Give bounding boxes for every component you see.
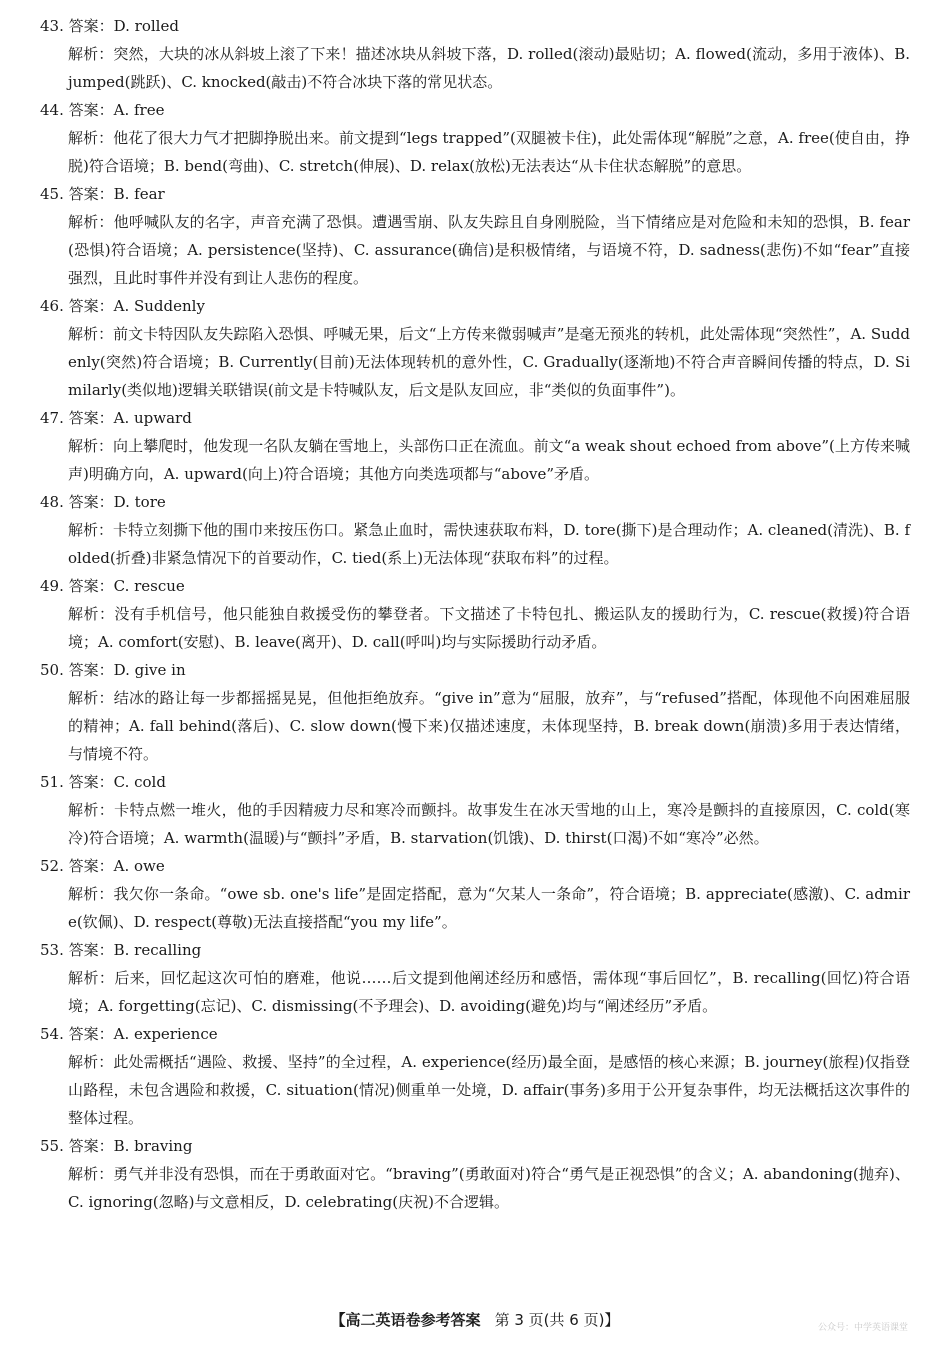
answer-line: 47. 答案：A. upward bbox=[40, 409, 192, 427]
explanation-text: 解析：前文卡特因队友失踪陷入恐惧、呼喊无果，后文“上方传来微弱喊声”是毫无预兆的转机，此处需体现“突然性”，A. Suddenly(突然)符合语境；B. Currently(目前)无法体现转机的意外性，C. Gradually(逐渐地)不符合声音瞬间传播的特点，D. Similarly(类似地)逻辑关联错误(前文是卡特喊队友，后文是队友回应，非“类似的负面事件”)。 bbox=[68, 325, 910, 399]
footer-title: 【高二英语卷参考答案 bbox=[330, 1311, 481, 1329]
footer-page-number: 第 3 页(共 6 页)】 bbox=[494, 1311, 620, 1329]
answer-item-55 bbox=[0, 1132, 950, 1216]
explanation-text: 解析：他呼喊队友的名字，声音充满了恐惧。遭遇雪崩、队友失踪且自身刚脱险，当下情绪应是对危险和未知的恐惧，B. fear(恐惧)符合语境；A. persistence(坚持)、C. assurance(确信)是积极情绪，与语境不符，D. sadness(悲伤)不如“fear”直接强烈，且此时事件并没有到让人悲伤的程度。 bbox=[68, 213, 910, 287]
explanation-text: 解析：卡特立刻撕下他的围巾来按压伤口。紧急止血时，需快速获取布料，D. tore(撕下)是合理动作；A. cleaned(清洗)、B. folded(折叠)非紧急情况下的首要动作，C. tied(系上)无法体现“获取布料”的过程。 bbox=[68, 521, 910, 567]
explanation-text: 解析：没有手机信号，他只能独自救援受伤的攀登者。下文描述了卡特包扎、搬运队友的援助行为，C. rescue(救援)符合语境；A. comfort(安慰)、B. leave(离开)、D. call(呼叫)均与实际援助行动矛盾。 bbox=[68, 605, 910, 651]
answer-item-49 bbox=[0, 572, 950, 656]
answer-item-54 bbox=[0, 1020, 950, 1132]
explanation-text: 解析：后来，回忆起这次可怕的磨难，他说……后文提到他阐述经历和感悟，需体现“事后回忆”，B. recalling(回忆)符合语境；A. forgetting(忘记)、C. dismissing(不予理会)、D. avoiding(避免)均与“阐述经历”矛盾。 bbox=[68, 969, 910, 1015]
answer-line: 51. 答案：C. cold bbox=[40, 773, 166, 791]
answer-line: 55. 答案：B. braving bbox=[40, 1137, 193, 1155]
answer-item-46 bbox=[0, 292, 950, 404]
answer-line: 44. 答案：A. free bbox=[40, 101, 165, 119]
answer-line: 48. 答案：D. tore bbox=[40, 493, 166, 511]
explanation-text: 解析：突然，大块的冰从斜坡上滚了下来！描述冰块从斜坡下落，D. rolled(滚动)最贴切；A. flowed(流动，多用于液体)、B. jumped(跳跃)、C. knocked(敲击)不符合冰块下落的常见状态。 bbox=[68, 45, 910, 91]
answer-line: 52. 答案：A. owe bbox=[40, 857, 165, 875]
answer-line: 43. 答案：D. rolled bbox=[40, 17, 179, 35]
answer-item-44 bbox=[0, 96, 950, 180]
answer-line: 46. 答案：A. Suddenly bbox=[40, 297, 205, 315]
explanation-text: 解析：此处需概括“遇险、救援、坚持”的全过程，A. experience(经历)最全面，是感悟的核心来源；B. journey(旅程)仅指登山路程，未包含遇险和救援，C. situation(情况)侧重单一处境，D. affair(事务)多用于公开复杂事件，均无法概括这次事件的整体过程。 bbox=[68, 1053, 910, 1127]
answer-item-43 bbox=[0, 12, 950, 96]
explanation-text: 解析：结冰的路让每一步都摇摇晃晃，但他拒绝放弃。“give in”意为“屈服，放弃”，与“refused”搭配，体现他不向困难屈服的精神；A. fall behind(落后)、C. slow down(慢下来)仅描述速度，未体现坚持，B. break down(崩溃)多用于表达情绪，与情境不符。 bbox=[68, 689, 910, 763]
answer-item-47 bbox=[0, 404, 950, 488]
answer-item-53 bbox=[0, 936, 950, 1020]
answer-line: 50. 答案：D. give in bbox=[40, 661, 186, 679]
explanation-text: 解析：卡特点燃一堆火，他的手因精疲力尽和寒冷而颤抖。故事发生在冰天雪地的山上，寒冷是颤抖的直接原因，C. cold(寒冷)符合语境；A. warmth(温暖)与“颤抖”矛盾，B. starvation(饥饿)、D. thirst(口渴)不如“寒冷”必然。 bbox=[68, 801, 910, 847]
page-footer bbox=[0, 1306, 950, 1334]
answer-line: 45. 答案：B. fear bbox=[40, 185, 165, 203]
answer-line: 53. 答案：B. recalling bbox=[40, 941, 202, 959]
answer-item-48 bbox=[0, 488, 950, 572]
answer-item-50 bbox=[0, 656, 950, 768]
explanation-text: 解析：向上攀爬时，他发现一名队友躺在雪地上，头部伤口正在流血。前文“a weak shout echoed from above”(上方传来喊声)明确方向，A. upward(向上)符合语境；其他方向类选项都与“above”矛盾。 bbox=[68, 437, 910, 483]
explanation-text: 解析：他花了很大力气才把脚挣脱出来。前文提到“legs trapped”(双腿被卡住)，此处需体现“解脱”之意，A. free(使自由，挣脱)符合语境；B. bend(弯曲)、C. stretch(伸展)、D. relax(放松)无法表达“从卡住状态解脱”的意思。 bbox=[68, 129, 910, 175]
explanation-text: 解析：我欠你一条命。“owe sb. one's life”是固定搭配，意为“欠某人一条命”，符合语境；B. appreciate(感激)、C. admire(钦佩)、D. respect(尊敬)无法直接搭配“you my life”。 bbox=[68, 885, 910, 931]
answer-document bbox=[0, 12, 950, 1216]
answer-item-45 bbox=[0, 180, 950, 292]
answer-line: 49. 答案：C. rescue bbox=[40, 577, 185, 595]
answer-item-52 bbox=[0, 852, 950, 936]
answer-item-51 bbox=[0, 768, 950, 852]
watermark: 公众号：中学英语课堂 bbox=[817, 1323, 908, 1333]
explanation-text: 解析：勇气并非没有恐惧，而在于勇敢面对它。“braving”(勇敢面对)符合“勇气是正视恐惧”的含义；A. abandoning(抛弃)、C. ignoring(忽略)与文意相反，D. celebrating(庆祝)不合逻辑。 bbox=[68, 1165, 910, 1211]
answer-line: 54. 答案：A. experience bbox=[40, 1025, 218, 1043]
